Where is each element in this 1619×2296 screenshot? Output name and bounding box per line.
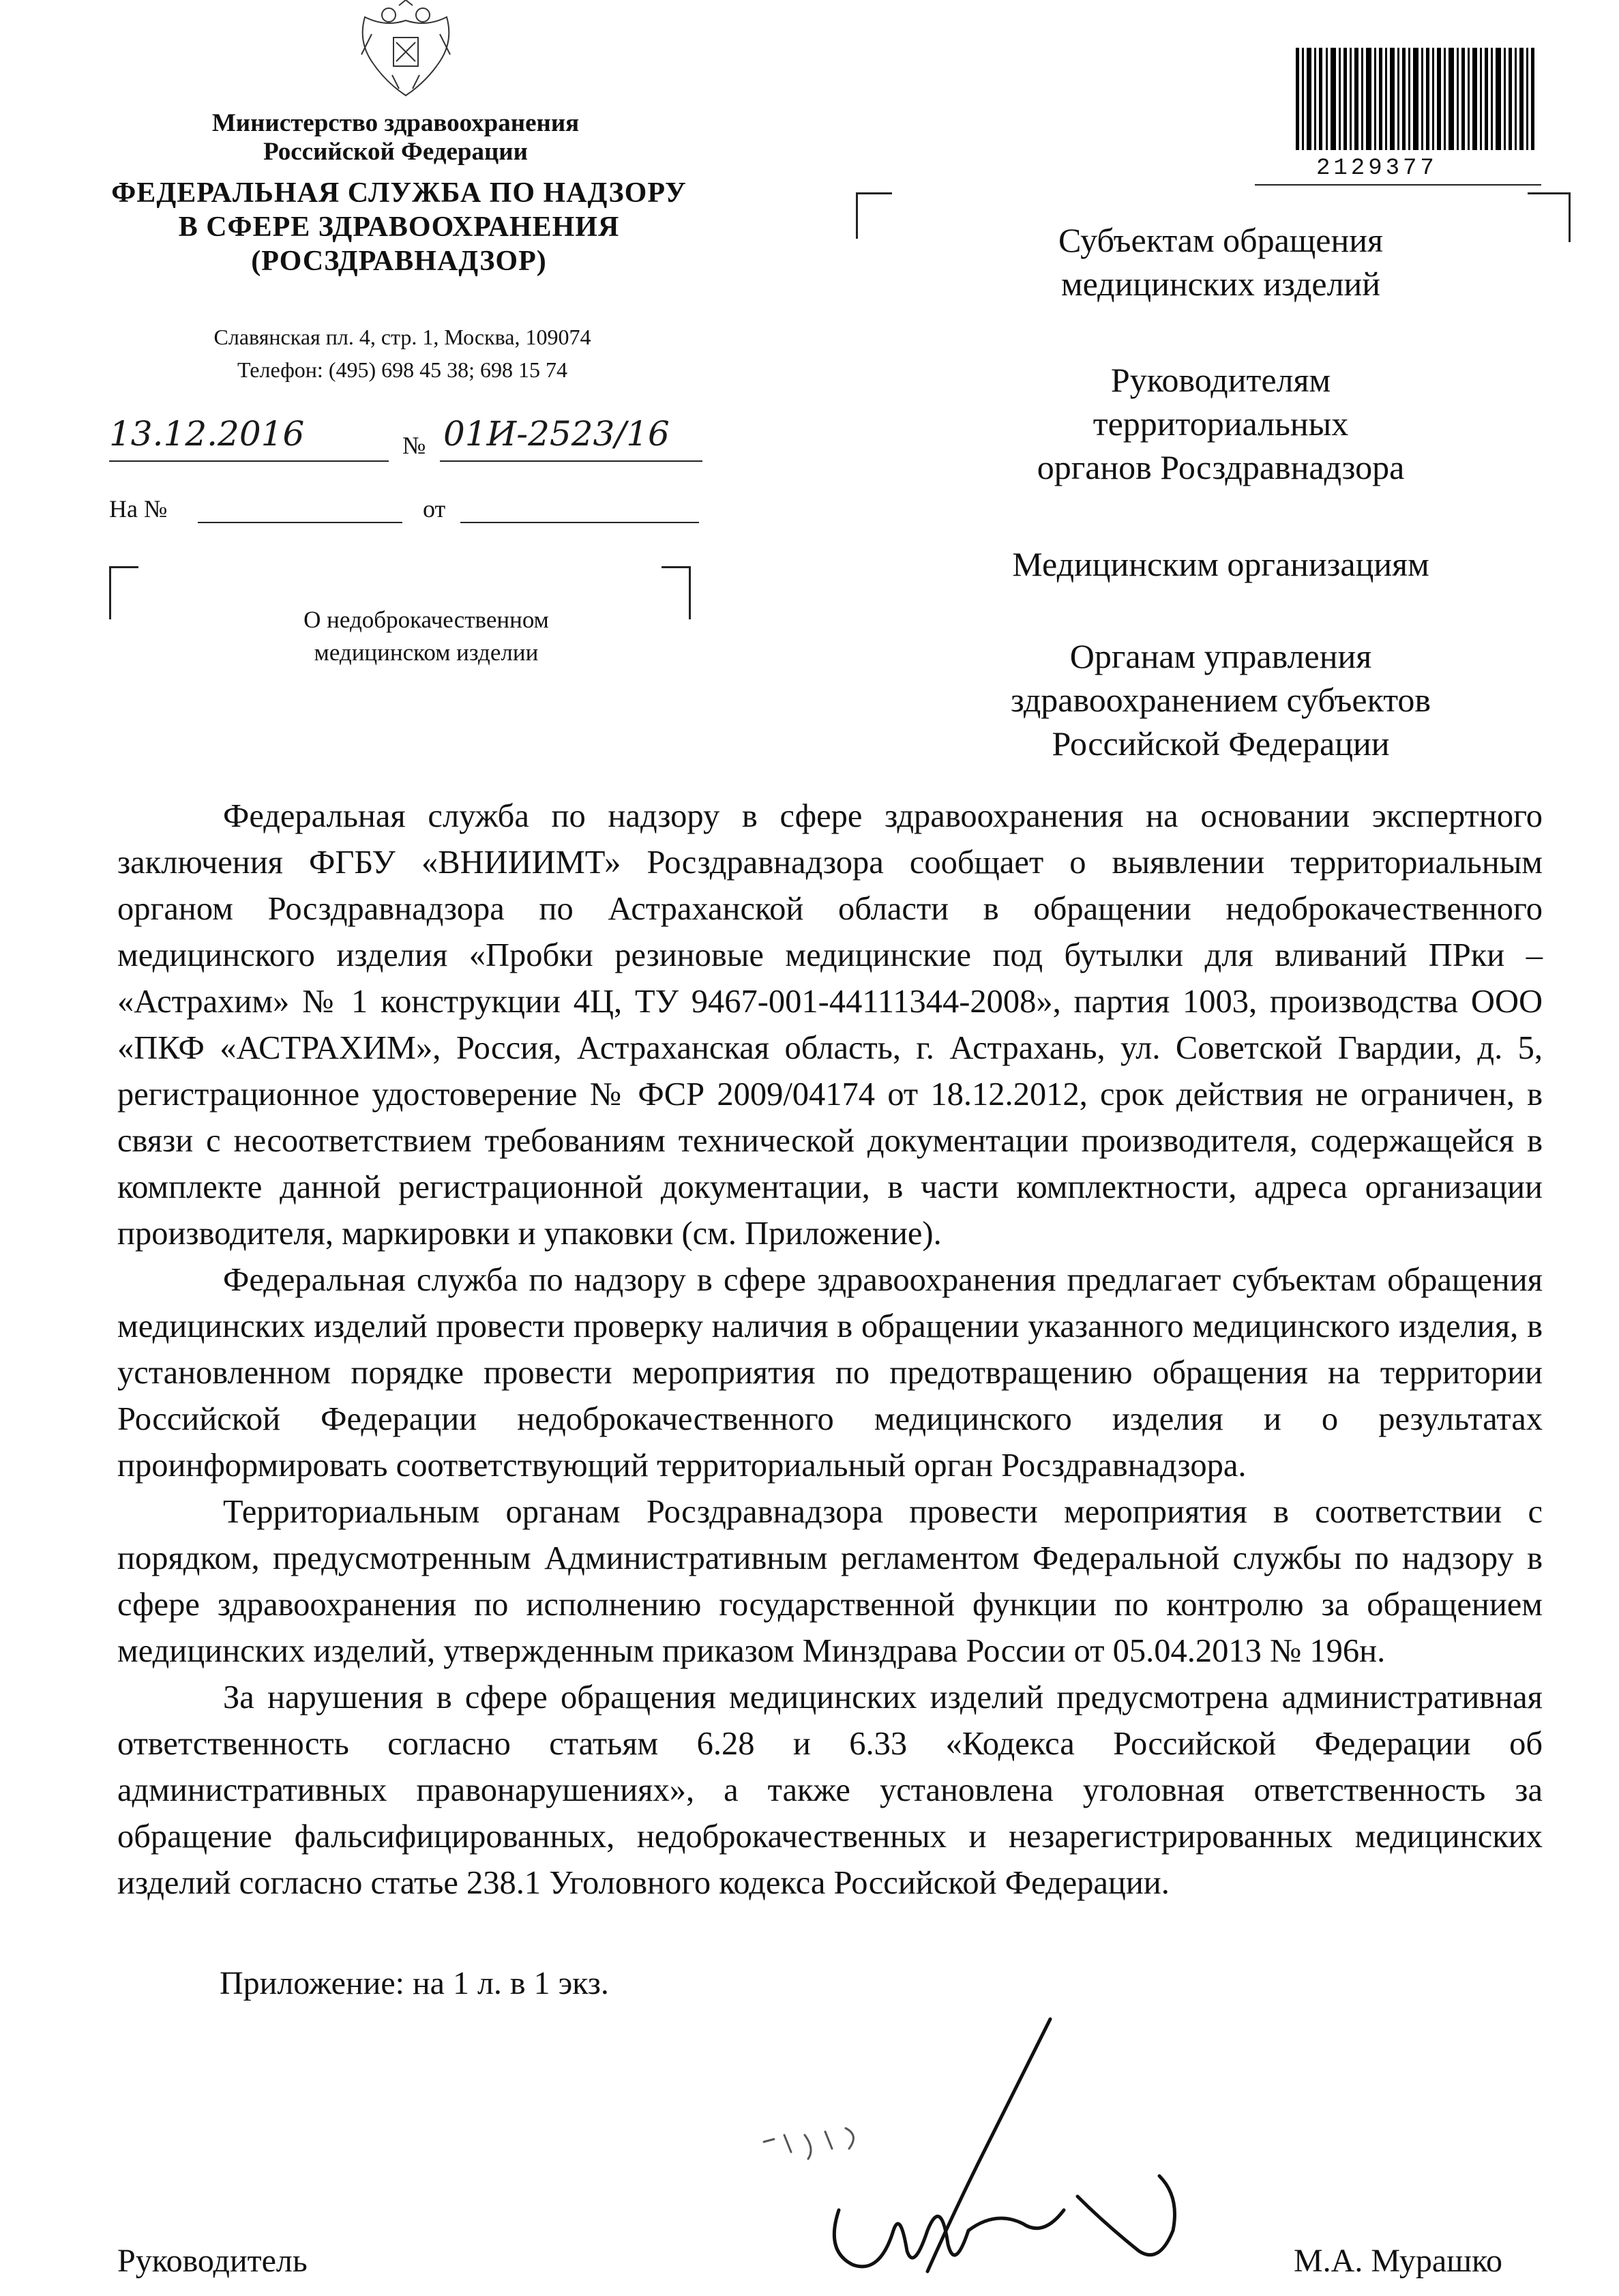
addressee-group [887,542,1555,586]
letter-subject [259,604,593,669]
addressee-group [887,218,1555,306]
ref-number-label: На № [109,495,168,523]
body-paragraph: Федеральная служба по надзору в сфере здравоохранения на основании экспертного заключения ФГБУ «ВНИИИМТ» Росздравнадзора сообщает о выявлении территориальным органом Росздравнадзора по Астраханской области в обращении недоброкачественного медицинского изделия «Пробки резиновые медицинские под бутылки для вливаний ПРки – «Астрахим» № 1 конструкции 4Ц, ТУ 9467-001-44111344-2008», партия 1003, производства ООО «ПКФ «АСТРАХИМ», Россия, Астраханская область, г. Астрахань, ул. Советской Гвардии, д. 5, регистрационное удостоверение № ФСР 2009/04174 от 18.12.2012, срок действия не ограничен, в связи с несоответствием требованиям технической документации производителя, содержащейся в комплекте данной регистрационной документации, в части комплектности, адреса организации производителя, маркировки и упаковки (см. Приложение). [117,798,1543,1252]
barcode-number: 2129377 [1316,156,1438,181]
addressee-line: здравоохранением субъектов [1010,681,1431,719]
body-paragraph: Территориальным органам Росздравнадзора провести мероприятия в соответствии с порядком, предусмотренным Административным регламентом Федеральной службы по надзору в сфере здравоохранения по исполнению государственной функции по контролю за обращением медицинских изделий, утвержденным приказом Минздрава России от 05.04.2013 № 196н. [117,1494,1543,1669]
handwritten-signature-icon [723,2005,1214,2292]
signer-name: М.А. Мурашко [1294,2243,1502,2279]
barcode-icon [1296,48,1569,153]
service-line: (РОСЗДРАВНАДЗОР) [251,246,547,277]
addressee-line: территориальных [1093,404,1349,443]
service-name [102,176,696,278]
service-line: ФЕДЕРАЛЬНАЯ СЛУЖБА ПО НАДЗОРУ [111,177,687,209]
address-line: Славянская пл. 4, стр. 1, Москва, 109074 [213,325,591,349]
addressee-line: Российской Федерации [1052,724,1390,763]
subject-line: О недоброкачественном [303,606,549,633]
service-line: В СФЕРЕ ЗДРАВООХРАНЕНИЯ [178,211,620,243]
addressee-line: Органам управления [1069,637,1372,675]
russian-coat-of-arms-icon [351,0,460,102]
addressee-line: медицинских изделий [1060,265,1381,303]
signer-title: Руководитель [117,2243,308,2279]
ministry-line: Министерство здравоохранения [211,109,580,137]
addressee-line: Субъектам обращения [1058,221,1383,259]
addressee-line: Медицинским организациям [1012,545,1429,583]
letter-body [117,793,1543,1907]
ministry-line: Российской Федерации [263,138,528,166]
letter-number: 01И-2523/16 [443,414,670,454]
attachment-note: Приложение: на 1 л. в 1 экз. [220,1965,609,2001]
addressee-group [887,358,1555,489]
service-address [150,321,655,386]
body-paragraph: За нарушения в сфере обращения медицинских изделий предусмотрена административная ответственность согласно статьям 6.28 и 6.33 «Кодекса Российской Федерации об административных правонарушениях», а также установлена уголовная ответственность за обращение фальсифицированных, недоброкачественных и незарегистрированных медицинских изделий согласно статье 238.1 Уголовного кодекса Российской Федерации. [117,1679,1543,1901]
letter-date: 13.12.2016 [109,414,305,454]
addressee-line: Руководителям [1110,361,1331,399]
subject-line: медицинском изделии [314,639,539,666]
addressee-line: органов Росздравнадзора [1037,448,1405,486]
ministry-name [157,109,634,166]
body-paragraph: Федеральная служба по надзору в сфере здравоохранения предлагает субъектам обращения медицинских изделий провести проверку наличия в обращении указанного медицинского изделия, в установленном порядке провести мероприятия по предотвращению обращения на территории Российской Федерации недоброкачественного медицинского изделия и о результатах проинформировать соответствующий территориальный орган Росздравнадзора. [117,1262,1543,1484]
number-label: № [402,432,426,459]
phone-line: Телефон: (495) 698 45 38; 698 15 74 [237,357,568,382]
ref-from-label: от [423,495,446,523]
addressee-group [887,634,1555,765]
